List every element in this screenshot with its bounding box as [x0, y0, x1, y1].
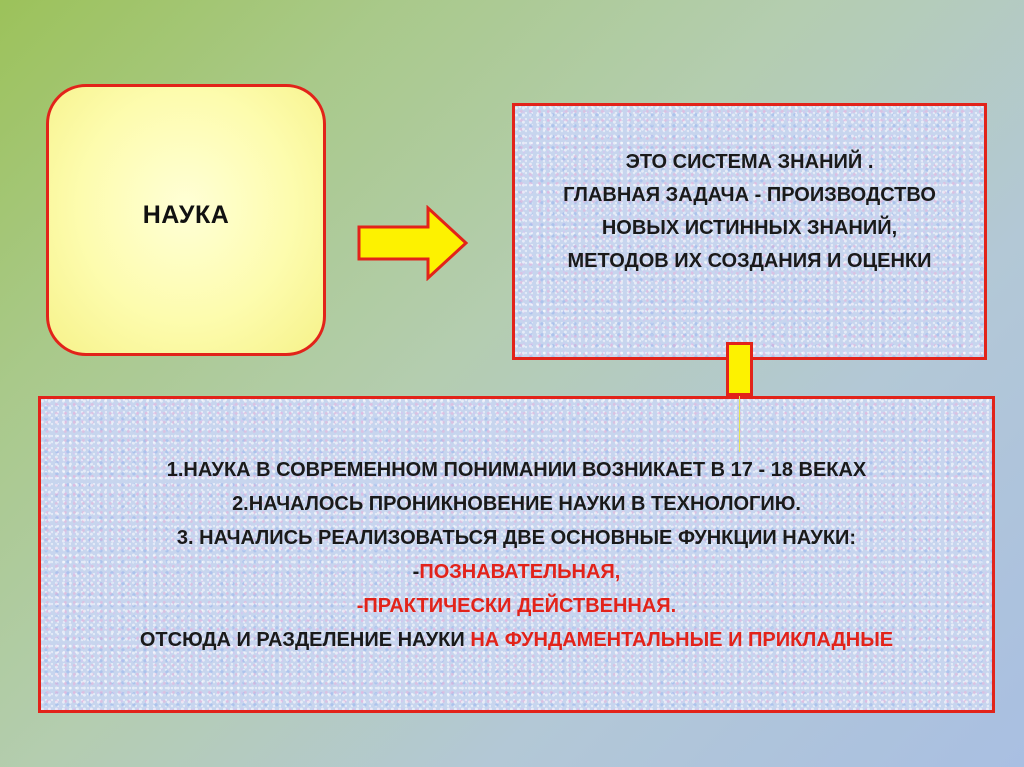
function-cognitive: ПОЗНАВАТЕЛЬНАЯ, [419, 561, 621, 583]
main-line-6-text: ОТСЮДА И РАЗДЕЛЕНИЕ НАУКИ [139, 629, 471, 651]
main-line-3: 3. НАЧАЛИСЬ РЕАЛИЗОВАТЬСЯ ДВЕ ОСНОВНЫЕ ФУНКЦИИ НАУКИ: [176, 527, 857, 549]
science-division: НА ФУНДАМЕНТАЛЬНЫЕ И ПРИКЛАДНЫЕ [470, 629, 894, 651]
definition-line-4: МЕТОДОВ ИХ СОЗДАНИЯ И ОЦЕНКИ [567, 249, 932, 272]
nauka-label: НАУКА [142, 200, 230, 229]
function-practical: -ПРАКТИЧЕСКИ ДЕЙСТВЕННАЯ. [356, 595, 677, 617]
definition-line-2: ГЛАВНАЯ ЗАДАЧА - ПРОИЗВОДСТВО [563, 183, 936, 206]
main-line-1: 1.НАУКА В СОВРЕМЕННОМ ПОНИМАНИИ ВОЗНИКАЕТ В 17 - 18 ВЕКАХ [166, 459, 867, 481]
definition-line-1: ЭТО СИСТЕМА ЗНАНИЙ . [625, 150, 874, 173]
main-line-2: 2.НАЧАЛОСЬ ПРОНИКНОВЕНИЕ НАУКИ В ТЕХНОЛОГИЮ. [232, 493, 801, 515]
main-content-box [38, 396, 995, 713]
main-line-4-prefix: - [412, 561, 420, 583]
definition-box [512, 103, 987, 360]
main-line-6 [140, 623, 893, 657]
connector-bar [726, 342, 753, 396]
definition-line-3: НОВЫХ ИСТИННЫХ ЗНАНИЙ, [601, 216, 898, 239]
right-arrow-icon [356, 205, 470, 281]
connector-line [739, 396, 740, 452]
nauka-box [46, 84, 326, 356]
main-line-4 [413, 555, 621, 589]
